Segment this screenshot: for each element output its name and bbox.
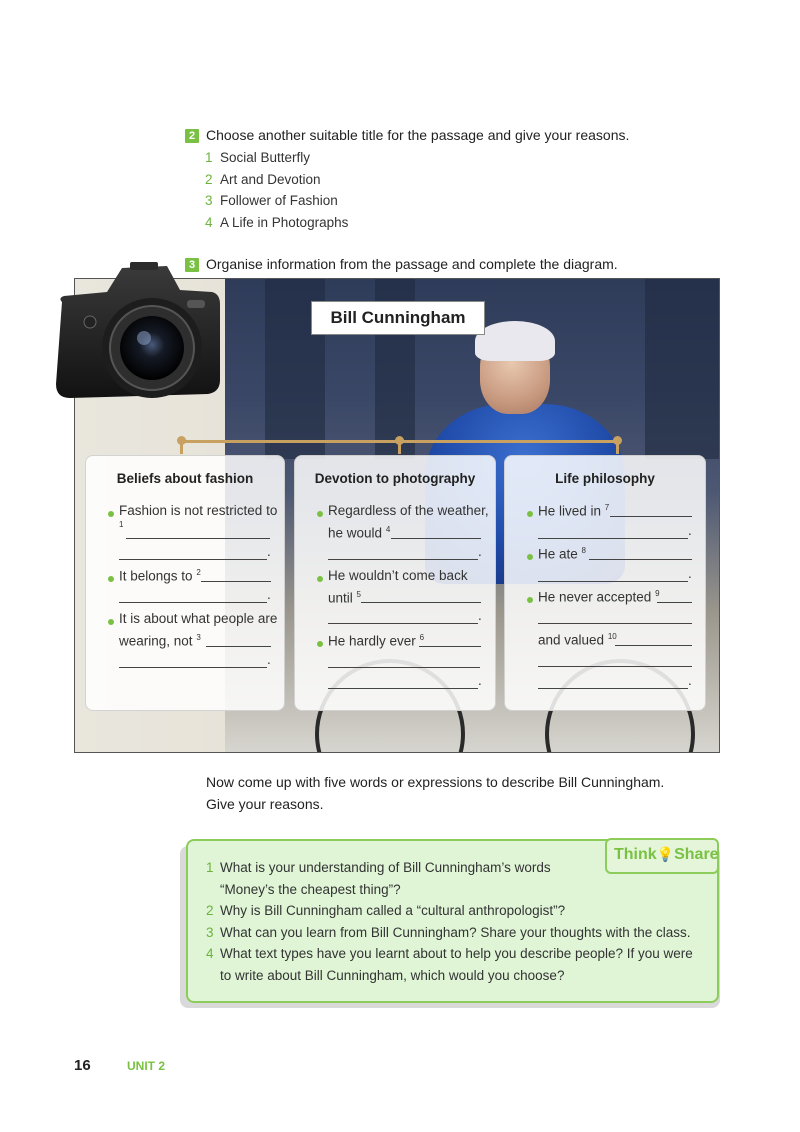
answer-blank-2[interactable] — [201, 581, 271, 582]
period: . — [267, 544, 271, 559]
blank-number: 2 — [196, 568, 201, 577]
blank-number: 10 — [607, 632, 617, 641]
blank-number: 3 — [196, 633, 201, 642]
question-number: 3 — [206, 924, 214, 940]
question-text: What is your understanding of Bill Cunningham’s words — [220, 860, 551, 875]
item-text — [328, 633, 424, 649]
question-text: What text types have you learnt about to help you describe people? If you were — [220, 946, 693, 961]
item-label: He never accepted — [538, 589, 652, 605]
column-heading: Devotion to photography — [314, 471, 476, 486]
bullet — [527, 597, 533, 603]
question-text: What can you learn from Bill Cunningham? Share your thoughts with the class. — [220, 924, 691, 940]
diagram-title: Bill Cunningham — [311, 301, 485, 335]
list-item — [205, 212, 348, 234]
bullet — [108, 619, 114, 625]
title-options-list — [205, 147, 348, 233]
column-beliefs-about-fashion — [85, 455, 285, 711]
connector-line — [180, 440, 183, 454]
question-text: “Money’s the cheapest thing”? — [220, 881, 401, 897]
period: . — [478, 673, 482, 688]
connector-line — [616, 440, 619, 454]
person-hair — [475, 321, 555, 361]
lightbulb-icon: 💡 — [656, 846, 675, 862]
item-text: He wouldn’t come back — [328, 568, 468, 583]
answer-blank-3[interactable] — [206, 646, 271, 647]
bullet — [527, 554, 533, 560]
item-text — [538, 503, 609, 519]
answer-blank-10[interactable] — [538, 688, 688, 689]
bullet — [108, 511, 114, 517]
blank-number: 9 — [655, 589, 660, 598]
answer-blank-6[interactable] — [328, 667, 480, 668]
bullet — [317, 511, 323, 517]
blank-number: 1 — [119, 520, 124, 529]
answer-blank-8[interactable] — [589, 559, 692, 560]
answer-blank-6[interactable] — [419, 646, 481, 647]
option-number: 2 — [205, 171, 213, 187]
answer-blank-4[interactable] — [328, 559, 478, 560]
instruction-line: Now come up with five words or expressions to describe Bill Cunningham. — [206, 774, 665, 790]
logo-word: Think — [614, 846, 657, 863]
answer-blank-10[interactable] — [538, 666, 692, 667]
column-heading: Life philosophy — [555, 471, 655, 486]
answer-blank-7[interactable] — [610, 516, 692, 517]
bullet — [527, 511, 533, 517]
answer-blank-2[interactable] — [119, 602, 267, 603]
question-text: Why is Bill Cunningham called a “cultural anthropologist”? — [220, 903, 566, 918]
list-item — [206, 922, 706, 944]
period: . — [478, 544, 482, 559]
answer-blank-8[interactable] — [538, 581, 688, 582]
camera-icon — [52, 262, 224, 408]
item-text — [538, 546, 586, 562]
item-text: Fashion is not restricted to — [119, 503, 278, 518]
option-number: 3 — [205, 193, 213, 209]
item-text — [328, 590, 361, 606]
item-text — [119, 568, 201, 584]
item-label: He ate — [538, 546, 578, 562]
period: . — [688, 673, 692, 688]
blank-number: 6 — [419, 633, 425, 642]
item-text: It is about what people are — [119, 611, 278, 626]
bullet — [108, 576, 114, 582]
answer-blank-1[interactable] — [126, 538, 270, 539]
item-text — [119, 633, 201, 649]
blank-number: 7 — [604, 503, 610, 512]
blank-number: 8 — [581, 546, 586, 555]
column-heading: Beliefs about fashion — [116, 471, 254, 486]
period: . — [478, 608, 482, 623]
option-number: 1 — [205, 150, 213, 165]
list-item — [205, 190, 348, 212]
item-label: until — [328, 590, 353, 606]
list-item — [205, 169, 348, 191]
logo-word: Share — [674, 846, 719, 863]
period: . — [688, 566, 692, 581]
item-text — [538, 589, 660, 605]
unit-label: UNIT 2 — [127, 1059, 166, 1073]
bullet — [317, 641, 323, 647]
item-label: he would — [328, 525, 383, 541]
answer-blank-9[interactable] — [657, 602, 692, 603]
item-label: wearing, not — [119, 633, 193, 649]
item-text: Regardless of the weather, — [328, 503, 489, 518]
item-text — [328, 525, 390, 541]
list-item — [206, 857, 706, 900]
answer-blank-5[interactable] — [361, 602, 481, 603]
period: . — [688, 523, 692, 538]
column-devotion-to-photography — [294, 455, 496, 711]
answer-blank-5[interactable] — [328, 623, 478, 624]
building-shape — [645, 279, 720, 459]
list-item — [206, 900, 706, 922]
task-number-badge: 2 — [185, 129, 199, 143]
task-instruction: Choose another suitable title for the passage and give your reasons. — [206, 127, 630, 143]
follow-up-instruction — [206, 771, 726, 815]
answer-blank-1[interactable] — [119, 559, 267, 560]
option-text: Art and Devotion — [220, 171, 321, 187]
option-text: Social Butterfly — [220, 150, 311, 165]
option-text: Follower of Fashion — [220, 193, 338, 209]
blank-number: 5 — [356, 590, 361, 599]
instruction-line: Give your reasons. — [206, 796, 324, 812]
item-text — [538, 632, 617, 648]
answer-blank-7[interactable] — [538, 538, 688, 539]
task-instruction: Organise information from the passage and complete the diagram. — [206, 256, 618, 272]
question-number: 2 — [206, 903, 214, 918]
answer-blank-9[interactable] — [538, 623, 692, 624]
page-number: 16 — [74, 1057, 91, 1074]
column-life-philosophy — [504, 455, 706, 711]
answer-blank-4[interactable] — [391, 538, 481, 539]
item-label: He lived in — [538, 503, 602, 519]
answer-blank-3[interactable] — [119, 667, 267, 668]
question-text: to write about Bill Cunningham, which would you choose? — [220, 967, 565, 983]
task-number-badge: 3 — [185, 258, 199, 272]
think-share-questions — [206, 857, 706, 986]
item-label: He hardly ever — [328, 633, 416, 649]
question-number: 1 — [206, 860, 214, 875]
blank-number: 4 — [385, 525, 391, 534]
bullet — [317, 576, 323, 582]
answer-blank-10[interactable] — [615, 645, 692, 646]
list-item — [206, 943, 706, 986]
list-item — [205, 147, 348, 169]
option-number: 4 — [205, 214, 213, 230]
option-text: A Life in Photographs — [220, 214, 349, 230]
connector-line — [398, 440, 401, 454]
period: . — [267, 587, 271, 602]
item-label: and valued — [538, 632, 605, 648]
question-number: 4 — [206, 946, 214, 961]
answer-blank-6[interactable] — [328, 688, 478, 689]
item-label: It belongs to — [119, 568, 193, 584]
period: . — [267, 652, 271, 667]
